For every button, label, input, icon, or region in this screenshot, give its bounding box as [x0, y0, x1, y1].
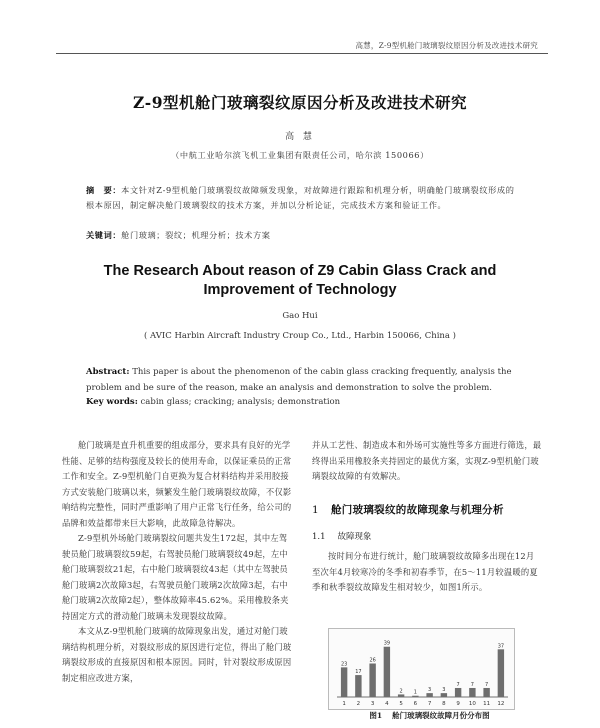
keywords-cn — [86, 230, 518, 241]
running-header: 高慧，Z-9型机舱门玻璃裂纹原因分析及改进技术研究 — [355, 41, 538, 50]
chart-tick-label: 9 — [456, 701, 460, 707]
chart-bar — [369, 663, 375, 697]
bar-chart — [329, 629, 514, 709]
chart-tick-label: 6 — [413, 701, 418, 707]
chart-bar — [384, 647, 390, 697]
body-paragraph: Z-9型机外场舱门玻璃裂纹问题共发生172起，其中左驾驶员舱门玻璃裂纹59起，右驾驶员舱门玻璃裂纹49起，左中舱门玻璃裂纹21起，右中舱门玻璃裂纹43起（其中左驾驶员舱门玻璃2次故障3起，右驾驶员舱门玻璃2次故障3起，右中舱门玻璃2次故障2起），整体故障率45.62%。采用橡胶条夹持固定方式的滑动舱门玻璃未发现裂纹故障。 — [62, 533, 289, 621]
figure-number: 图1 — [369, 711, 383, 720]
figure-caption-text: 舱门玻璃裂纹故障月份分布图 — [392, 711, 490, 720]
chart-tick-label: 4 — [385, 701, 389, 707]
title-en-line2: Improvement of Technology — [203, 282, 397, 298]
chart-data-label: 17 — [355, 669, 362, 676]
affiliation-cn: （中航工业哈尔滨飞机工业集团有限责任公司，哈尔滨 150066） — [171, 150, 429, 160]
abstract-en — [86, 365, 518, 396]
chart-bar — [426, 693, 432, 697]
keywords-cn-label: 关键词： — [86, 230, 122, 240]
abstract-cn-text: 本文针对Z-9型机舱门玻璃裂纹故障频发现象，对故障进行跟踪和机理分析，明确舱门玻璃裂纹形成的根本原因，制定解决舱门玻璃裂纹的技术方案，并加以分析论证，完成技术方案和验证工作。 — [86, 185, 515, 210]
chart-bar — [398, 694, 404, 697]
chart-data-label: 3 — [442, 687, 446, 694]
figure-chart — [328, 628, 515, 710]
chart-data-label: 7 — [470, 681, 474, 688]
section-title: 舱门玻璃裂纹的故障现象与机理分析 — [330, 504, 504, 516]
chart-data-label: 1 — [413, 689, 417, 696]
body-right-column-top — [312, 438, 542, 485]
author-cn: 高 慧 — [285, 132, 315, 142]
body-paragraph: 舱门玻璃是直升机重要的组成部分，要求具有良好的光学性能、足够的结构强度及较长的使用寿命，以保证乘员的正常工作和安全。Z-9型机舱门自更换为复合材料结构并采用胶接方式安装舱门玻璃以来，频繁发生舱门玻璃裂纹故障，不仅影响结构完整性，同时严重影响了用户正常飞行任务，给公司的品牌和效益都带来巨大影响，此故障急待解决。 — [62, 440, 292, 528]
abstract-cn — [86, 183, 518, 213]
section-heading — [312, 502, 547, 517]
chart-bar — [355, 675, 361, 697]
chart-tick-label: 3 — [370, 701, 375, 707]
subsection-heading — [312, 530, 372, 542]
body-right-column — [312, 549, 542, 596]
chart-bar — [412, 696, 418, 697]
abstract-en-text: This paper is about the phenomenon of the cabin glass cracking frequently, analysis the problem and be sure of the reason, make an analysis and demonstration to solve the problem. — [86, 367, 512, 393]
chart-tick-label: 7 — [427, 701, 432, 707]
header-rule — [56, 53, 548, 54]
chart-data-label: 23 — [340, 661, 348, 668]
chart-tick-label: 5 — [399, 701, 403, 707]
chart-bar — [483, 688, 489, 697]
section-number: 1 — [312, 504, 319, 516]
title-en-line1: The Research About reason of Z9 Cabin Glass Crack and — [103, 263, 497, 279]
abstract-cn-label: 摘 要： — [86, 185, 122, 195]
author-en: Gao Hui — [282, 311, 318, 321]
keywords-en — [86, 397, 518, 407]
body-paragraph: 本文从Z-9型机舱门玻璃的故障现象出发，通过对舱门玻璃结构机理分析，对裂纹形成的原因进行定位，得出了舱门玻璃裂纹形成的直接原因和根本原因。同时，针对裂纹形成原因制定相应改进方案， — [62, 626, 292, 683]
subsection-number: 1.1 — [312, 532, 326, 542]
subsection-title: 故障现象 — [337, 532, 372, 542]
chart-tick-label: 8 — [442, 701, 446, 707]
chart-bar — [469, 688, 475, 697]
chart-data-label: 26 — [369, 657, 376, 664]
body-paragraph: 并从工艺性、制造成本和外场可实施性等多方面进行筛选，最终得出采用橡胶条夹持固定的最优方案，实现Z-9型机舱门玻璃裂纹故障的有效解决。 — [312, 440, 542, 481]
keywords-en-label: Key words: — [86, 397, 138, 407]
chart-data-label: 7 — [485, 681, 489, 688]
chart-bar — [441, 693, 447, 697]
chart-bar — [455, 688, 461, 697]
chart-tick-label: 1 — [342, 701, 346, 707]
keywords-cn-text: 舱门玻璃；裂纹；机理分析；技术方案 — [121, 230, 271, 240]
body-paragraph: 按时间分布进行统计，舱门玻璃裂纹故障多出现在12月至次年4月较寒冷的冬季和初春季节，在5～11月较温暖的夏季和秋季裂纹故障发生相对较少，如图1所示。 — [312, 551, 538, 592]
chart-data-label: 37 — [497, 643, 505, 650]
abstract-en-label: Abstract: — [86, 367, 130, 377]
chart-data-label: 2 — [399, 688, 403, 695]
body-left-column — [62, 438, 292, 686]
chart-tick-label: 11 — [483, 701, 491, 707]
chart-data-label: 39 — [383, 640, 391, 647]
chart-data-label: 3 — [428, 687, 432, 694]
chart-bar — [341, 667, 347, 697]
title-en — [0, 262, 600, 300]
chart-tick-label: 12 — [497, 701, 505, 707]
keywords-en-text: cabin glass; cracking; analysis; demonstration — [140, 397, 341, 407]
title-cn: Z-9型机舱门玻璃裂纹原因分析及改进技术研究 — [132, 93, 468, 112]
chart-tick-label: 2 — [356, 701, 361, 707]
figure-caption — [312, 710, 547, 721]
affiliation-en: ( AVIC Harbin Aircraft Industry Croup Co., Ltd., Harbin 150066, China ) — [144, 331, 456, 341]
chart-tick-label: 10 — [468, 701, 476, 707]
chart-data-label: 7 — [456, 681, 460, 688]
chart-bar — [498, 649, 504, 697]
